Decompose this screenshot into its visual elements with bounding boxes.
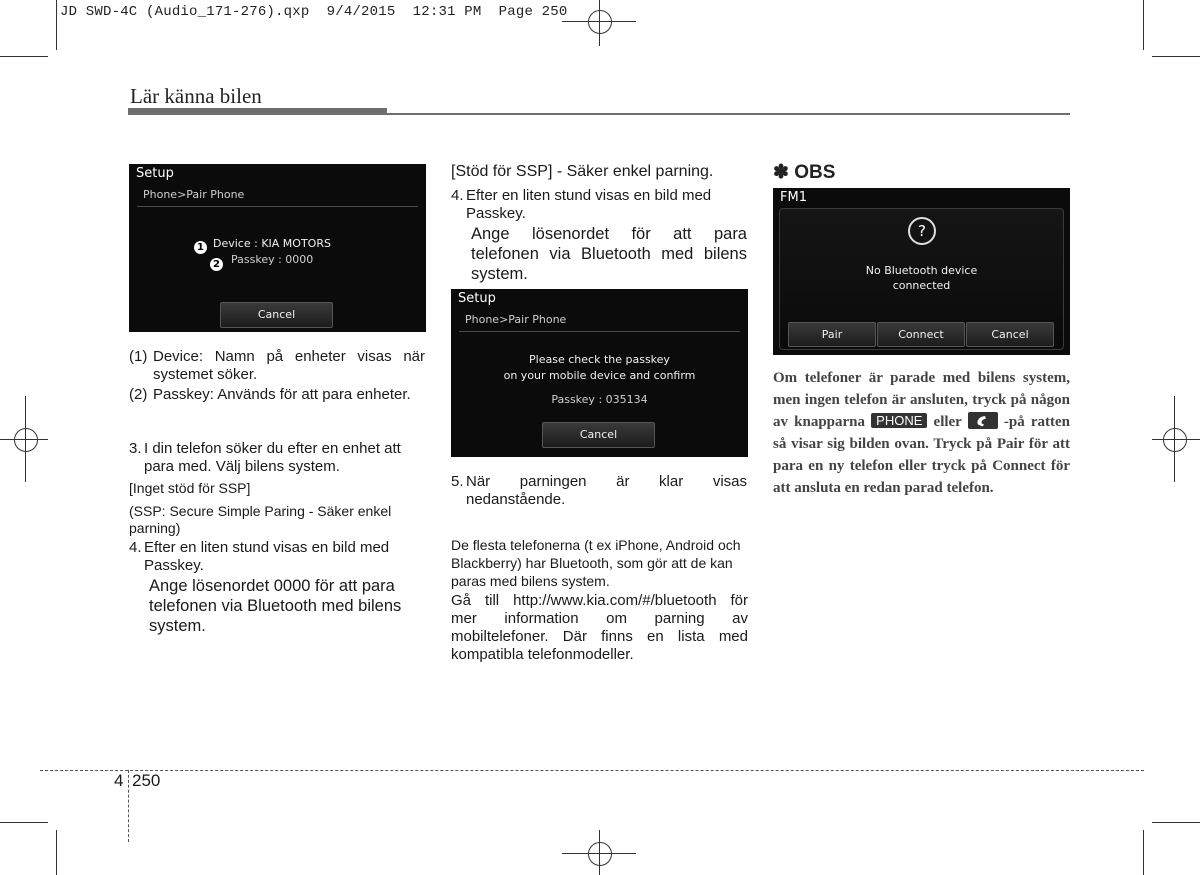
question-icon: ? — [908, 217, 936, 245]
screen-title: Setup — [458, 291, 496, 306]
step4-num: 4. — [129, 539, 142, 556]
cancel-button[interactable]: Cancel — [220, 302, 333, 328]
page-number: 250 — [132, 771, 161, 790]
step4-sub: Ange lösenordet 0000 för att para telefonen via Bluetooth med bilens system. — [149, 577, 402, 635]
header-rule — [387, 113, 1070, 115]
running-title: Lär känna bilen — [130, 84, 262, 108]
screen-check-passkey — [451, 289, 748, 457]
obs-body-a: Om telefoner är parade med bilens system, men ingen telefon är ansluten, tryck på någon av knapparna — [773, 370, 1070, 430]
obs-body — [773, 367, 1070, 499]
chapter-number: 4 — [114, 771, 124, 790]
screen-pair-phone — [129, 164, 426, 332]
connect-button[interactable]: Connect — [877, 322, 965, 347]
ssp-definition: (SSP: Secure Simple Paring - Säker enkel parning) — [129, 503, 392, 536]
marker-1: 1 — [194, 241, 207, 254]
note-link: Gå till http://www.kia.com/#/bluetooth för mer information om parning av mobiltelefoner. Där finns en lista med kompatibla telefonmodeller. — [451, 592, 748, 663]
header-bar — [128, 108, 387, 115]
screen-title: FM1 — [780, 190, 807, 205]
cancel-button[interactable]: Cancel — [966, 322, 1054, 347]
step4-text: Efter en liten stund visas en bild med Passkey. — [144, 539, 390, 574]
device-label: Device : KIA MOTORS — [213, 237, 331, 250]
note-phones: De flesta telefonerna (t ex iPhone, Android och Blackberry) har Bluetooth, som gör att de kan paras med bilens system. — [451, 537, 741, 589]
step3-text: I din telefon söker du efter en enhet att para med. Välj bilens system. — [144, 440, 401, 475]
step4b-sub: Ange lösenordet för att para telefonen via Bluetooth med bilens system. — [471, 225, 747, 283]
step5-num: 5. — [451, 473, 464, 490]
screen-title: Setup — [136, 166, 174, 181]
obs-heading: ✽ OBS — [773, 162, 836, 183]
step5-text: När parningen är klar visas nedanstående. — [466, 473, 747, 508]
footer-rule — [40, 770, 1144, 771]
no-ssp-heading: [Inget stöd för SSP] — [129, 480, 251, 496]
step4b-num: 4. — [451, 187, 464, 204]
screen-no-device — [773, 188, 1070, 355]
item2-text: Passkey: Används för att para enheter. — [153, 386, 411, 403]
step4b-text: Efter en liten stund visas en bild med Passkey. — [466, 187, 712, 222]
screen-breadcrumb: Phone>Pair Phone — [465, 313, 567, 326]
item2-num: (2) — [129, 386, 148, 403]
item1-text: Device: Namn på enheter visas när systemet söker. — [153, 348, 425, 383]
passkey-value: Passkey : 035134 — [551, 393, 648, 406]
print-header: JD SWD-4C (Audio_171-276).qxp 9/4/2015 12:31 PM Page 250 — [60, 4, 568, 20]
call-icon — [968, 412, 998, 429]
pair-button[interactable]: Pair — [788, 322, 876, 347]
screen-divider — [459, 331, 740, 332]
footer-vertical-rule — [128, 770, 129, 842]
cancel-button[interactable]: Cancel — [542, 422, 655, 448]
message-line2: connected — [892, 279, 951, 292]
passkey-label: Passkey : 0000 — [231, 253, 314, 266]
screen-breadcrumb: Phone>Pair Phone — [143, 188, 245, 201]
passkey-prompt-line1: Please check the passkey — [529, 353, 670, 366]
message-line1: No Bluetooth device — [865, 264, 978, 277]
screen-divider — [137, 206, 418, 207]
phone-badge: PHONE — [871, 413, 927, 428]
passkey-prompt-line2: on your mobile device and confirm — [503, 369, 696, 382]
marker-2: 2 — [210, 258, 223, 271]
obs-body-b: eller — [933, 414, 962, 430]
item1-num: (1) — [129, 348, 148, 365]
step3-num: 3. — [129, 440, 142, 457]
ssp-heading: [Stöd för SSP] - Säker enkel parning. — [451, 163, 714, 180]
obs-body-c: -på ratten så visar sig bilden ovan. Tryck på Pair för att para en ny telefon eller tryck på Connect för att ansluta en redan parad telefon. — [773, 414, 1070, 496]
